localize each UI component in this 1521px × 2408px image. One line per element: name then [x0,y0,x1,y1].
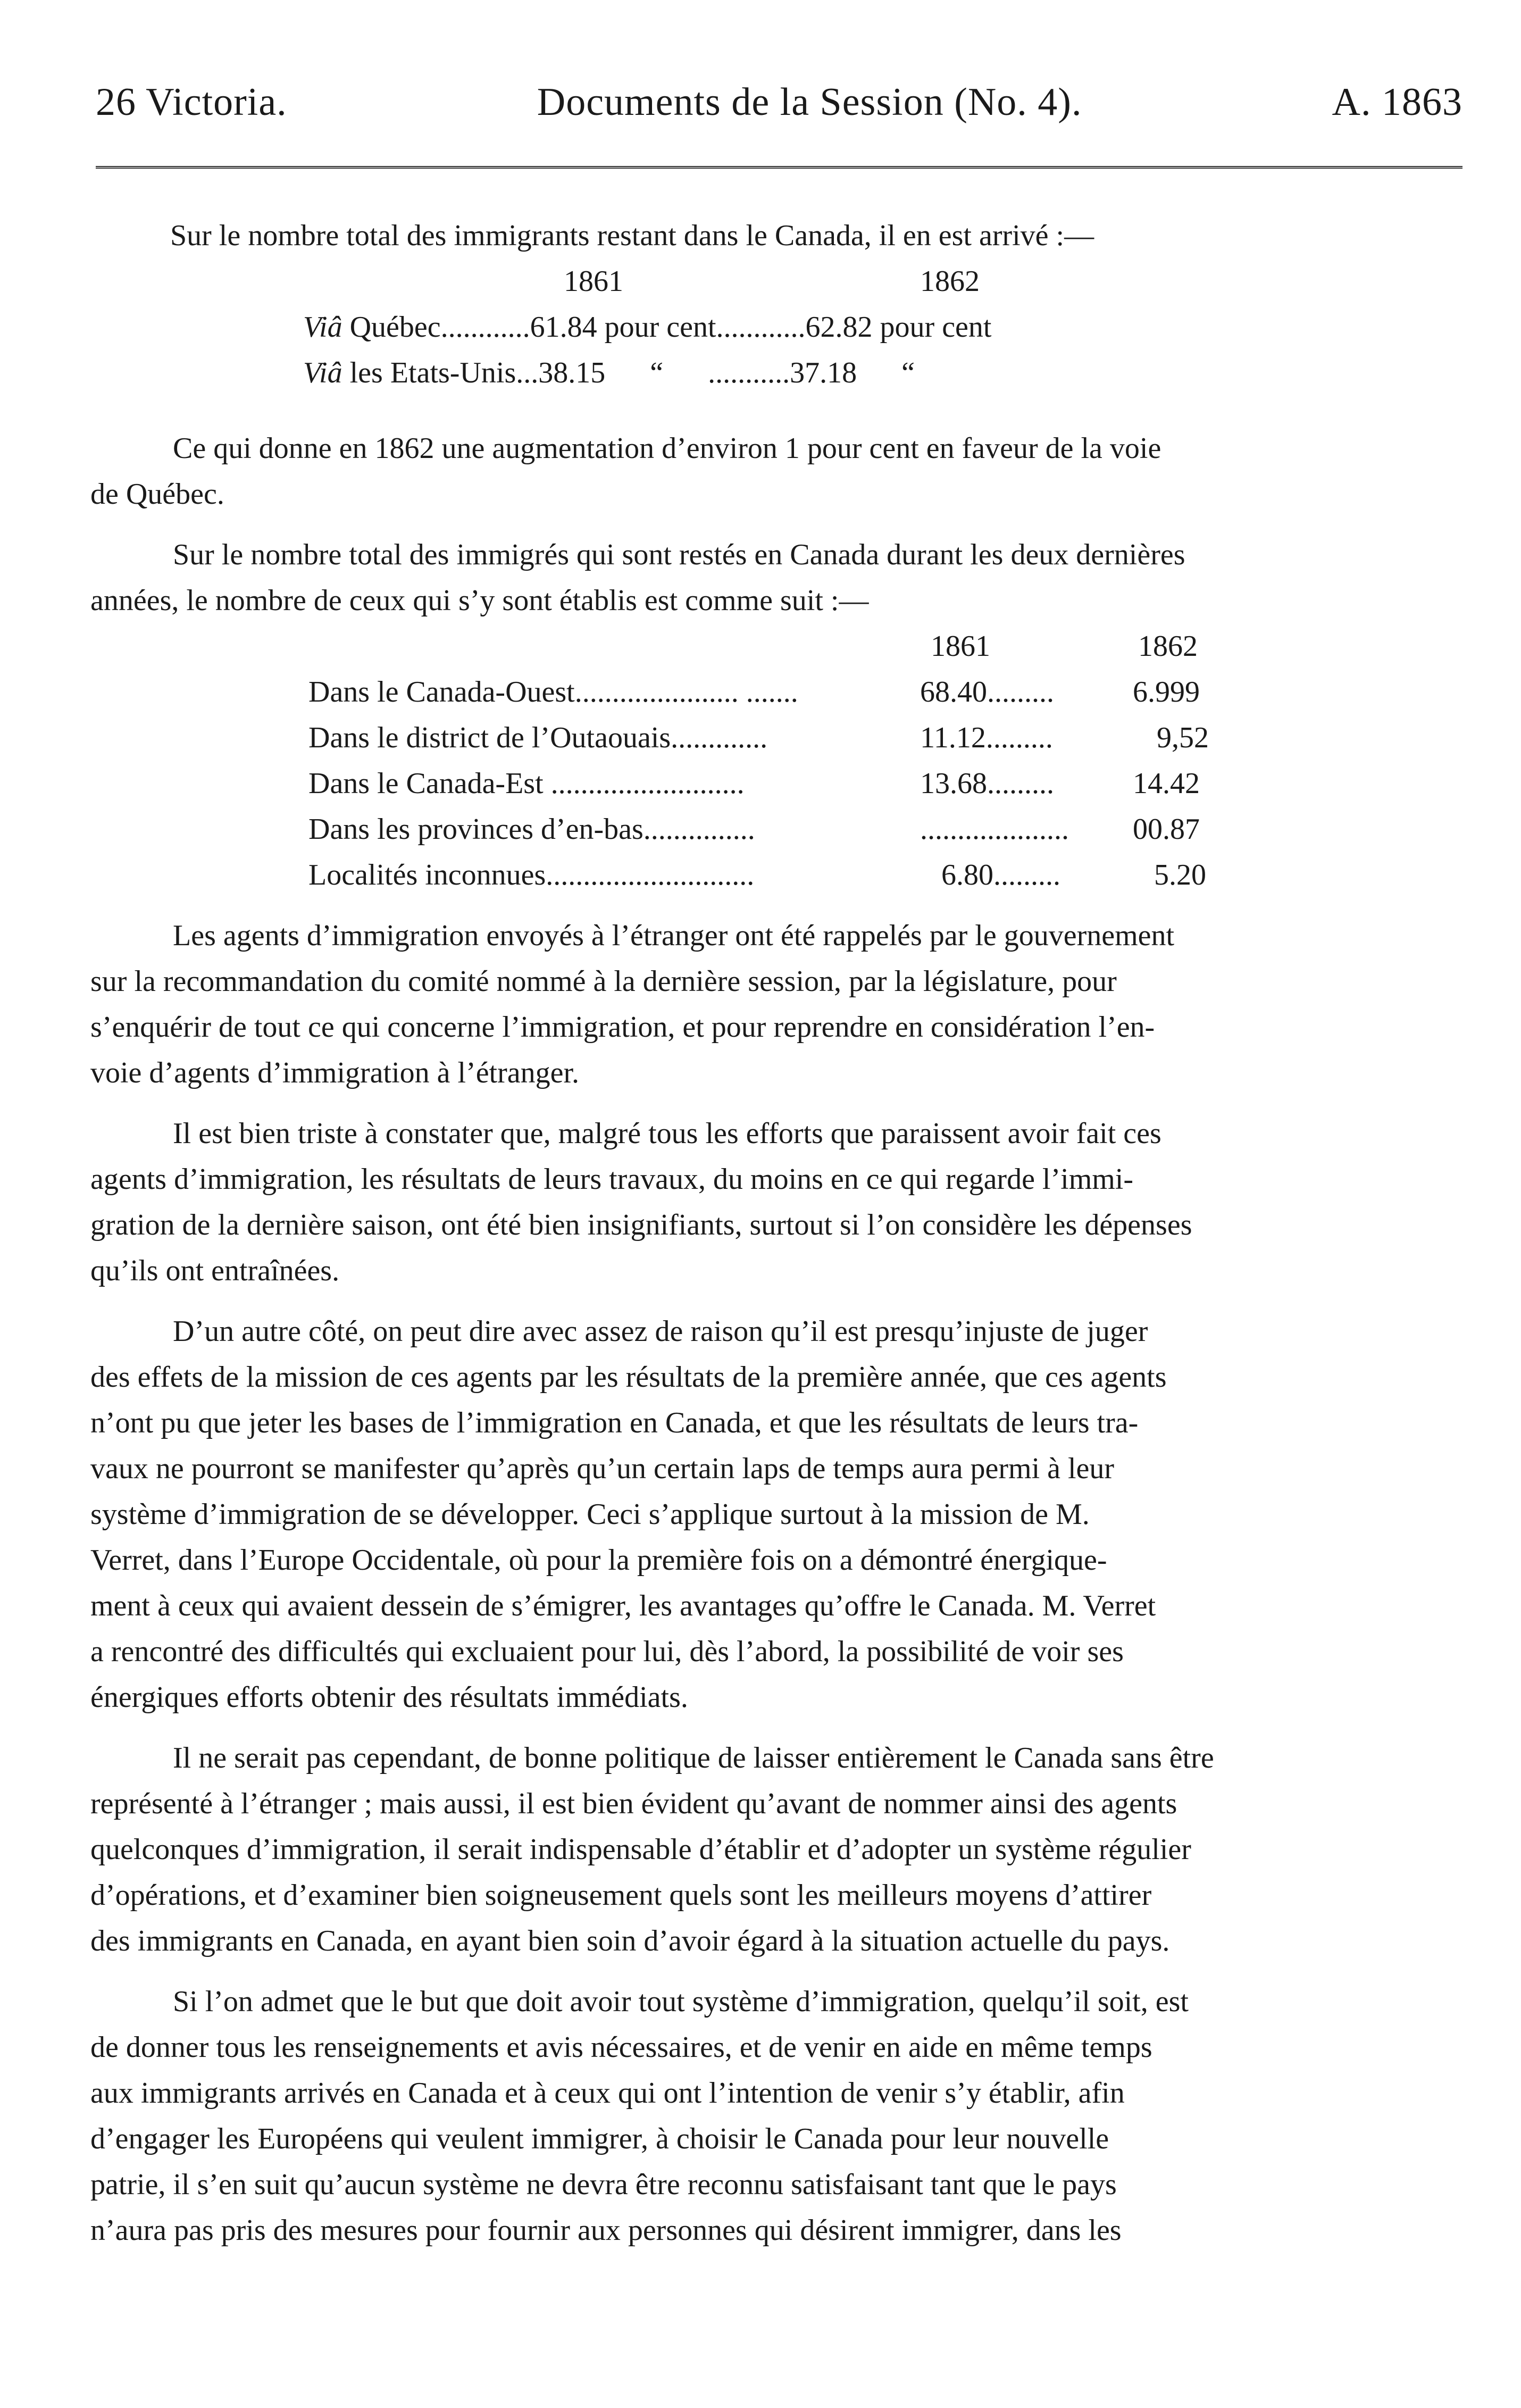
settled-row [90,806,1462,852]
settled-row [90,669,1462,715]
settled-row-label: Dans le Canada-Est .......................... [308,767,745,800]
paragraph-immigration-system [90,1979,1462,2253]
paragraph-line: patrie, il s’en suit qu’aucun système ne devra être reconnu satisfaisant tant que le pays [90,2168,1117,2201]
paragraph-line: n’aura pas pris des mesures pour fournir aux personnes qui désirent immigrer, dans les [90,2214,1122,2247]
paragraph-line: de Québec. [90,478,224,511]
paragraph-line: voie d’agents d’immigration à l’étranger. [90,1056,580,1089]
settled-row-label: Dans les provinces d’en-bas............... [308,813,755,846]
settled-row-label: Dans le district de l’Outaouais............. [308,721,768,754]
settled-row-label: Localités inconnues............................ [308,859,755,891]
settled-value-1861: 13.68......... [920,767,1054,800]
arrivals-intro: Sur le nombre total des immigrants restant dans le Canada, il en est arrivé :— [170,219,1094,252]
paragraph-line: ment à ceux qui avaient dessein de s’émigrer, les avantages qu’offre le Canada. M. Verret [90,1589,1156,1622]
arrivals-section [90,213,1462,396]
settled-value-1862: 6.999 [1133,676,1200,709]
paragraph-line: n’ont pu que jeter les bases de l’immigration en Canada, et que les résultats de leurs tra- [90,1406,1139,1439]
arrivals-value-1862: 62.82 [805,311,873,344]
arrivals-row-quebec [90,304,1462,350]
document-body [90,213,1462,2253]
settled-intro-line: Sur le nombre total des immigrés qui sont restés en Canada durant les deux dernières [173,538,1185,571]
arrivals-row-rest: les Etats-Unis... [342,356,539,389]
arrivals-year-1861: 1861 [564,265,623,298]
paragraph-line: vaux ne pourront se manifester qu’après qu’un certain laps de temps aura permi à leur [90,1452,1115,1485]
settled-value-1862: 00.87 [1133,813,1200,846]
paragraph-line: Verret, dans l’Europe Occidentale, où pour la première fois on a démontré énergique- [90,1544,1107,1577]
paragraph-line: quelconques d’immigration, il serait indispensable d’établir et d’adopter un système régulier [90,1833,1191,1866]
settled-year-headers [90,623,1462,669]
arrivals-value-1862: 37.18 [790,356,857,389]
header-regnal-year: 26 Victoria. [96,80,287,124]
paragraph-line: qu’ils ont entraînées. [90,1254,340,1287]
paragraph-line: représenté à l’étranger ; mais aussi, il est bien évident qu’avant de nommer ainsi des agents [90,1787,1177,1820]
paragraph-line: Ce qui donne en 1862 une augmentation d’environ 1 pour cent en faveur de la voie [173,432,1161,465]
paragraph-line: Il est bien triste à constater que, malgré tous les efforts que paraissent avoir fait ces [173,1117,1161,1150]
paragraph-line: sur la recommandation du comité nommé à la dernière session, par la législature, pour [90,965,1117,998]
paragraph-representation-abroad [90,1735,1462,1964]
header-rule [96,166,1462,172]
paragraph-line: système d’immigration de se développer. Ceci s’applique surtout à la mission de M. [90,1498,1090,1531]
paragraph-line: Si l’on admet que le but que doit avoir tout système d’immigration, quelqu’il soit, est [173,1985,1189,2018]
paragraph-line: Les agents d’immigration envoyés à l’étranger ont été rappelés par le gouvernement [173,919,1175,952]
paragraph-insignificant-results [90,1111,1462,1294]
paragraph-line: de donner tous les renseignements et avis nécessaires, et de venir en aide en même temps [90,2031,1152,2064]
arrivals-row-label: Viâ [303,311,342,344]
settled-year-1861: 1861 [931,630,990,663]
paragraph-increase [90,426,1462,517]
paragraph-line: des immigrants en Canada, en ayant bien soin d’avoir égard à la situation actuelle du pays. [90,1924,1170,1957]
arrivals-unit: “ [857,356,915,389]
paragraph-line: d’engager les Européens qui veulent immigrer, à choisir le Canada pour leur nouvelle [90,2122,1109,2155]
paragraph-agents-recalled [90,913,1462,1096]
paragraph-line: D’un autre côté, on peut dire avec assez de raison qu’il est presqu’injuste de juger [173,1315,1148,1348]
paragraph-line: énergiques efforts obtenir des résultats immédiats. [90,1681,688,1714]
settled-value-1862: 14.42 [1133,767,1200,800]
arrivals-row-usa [90,350,1462,396]
paragraph-line: gration de la dernière saison, ont été bien insignifiants, surtout si l’on considère les dépenses [90,1209,1192,1242]
settled-row [90,761,1462,806]
header-year: A. 1863 [1332,80,1462,124]
arrivals-year-headers [90,259,1462,304]
paragraph-line: des effets de la mission de ces agents par les résultats de la première année, que ces agents [90,1361,1167,1394]
arrivals-unit: pour cent [872,311,992,344]
settled-section [90,532,1462,898]
header-document-title: Documents de la Session (No. 4). [537,80,1082,124]
paragraph-line: Il ne serait pas cependant, de bonne politique de laisser entièrement le Canada sans être [173,1742,1214,1774]
settled-row-label: Dans le Canada-Ouest...................... ....... [308,676,798,709]
settled-value-1862: 5.20 [1154,859,1206,891]
settled-value-1861: .................... [920,813,1069,846]
arrivals-unit: pour cent............ [597,311,806,344]
paragraph-line: d’opérations, et d’examiner bien soigneusement quels sont les meilleurs moyens d’attirer [90,1879,1152,1912]
settled-year-1862: 1862 [1138,630,1198,663]
arrivals-value-1861: 61.84 [530,311,597,344]
paragraph-line: agents d’immigration, les résultats de leurs travaux, du moins en ce qui regarde l’immi- [90,1163,1134,1196]
settled-value-1861: 11.12......... [920,721,1053,754]
settled-value-1861: 6.80......... [941,859,1060,891]
arrivals-value-1861: 38.15 [538,356,606,389]
paragraph-line: a rencontré des difficultés qui excluaient pour lui, dès l’abord, la possibilité de voir ses [90,1635,1124,1668]
settled-value-1862: 9,52 [1157,721,1209,754]
settled-intro-line: années, le nombre de ceux qui s’y sont établis est comme suit :— [90,584,869,617]
settled-value-1861: 68.40......... [920,676,1054,709]
arrivals-year-1862: 1862 [920,265,980,298]
arrivals-row-label: Viâ [303,356,342,389]
settled-row [90,852,1462,898]
arrivals-row-rest: Québec............ [342,311,530,344]
running-header [96,80,1462,125]
arrivals-unit: “ ........... [605,356,790,389]
paragraph-line: aux immigrants arrivés en Canada et à ceux qui ont l’intention de venir s’y établir, afin [90,2077,1125,2110]
paragraph-mission-verret [90,1309,1462,1720]
settled-row [90,715,1462,761]
paragraph-line: s’enquérir de tout ce qui concerne l’immigration, et pour reprendre en considération l’en- [90,1011,1155,1044]
